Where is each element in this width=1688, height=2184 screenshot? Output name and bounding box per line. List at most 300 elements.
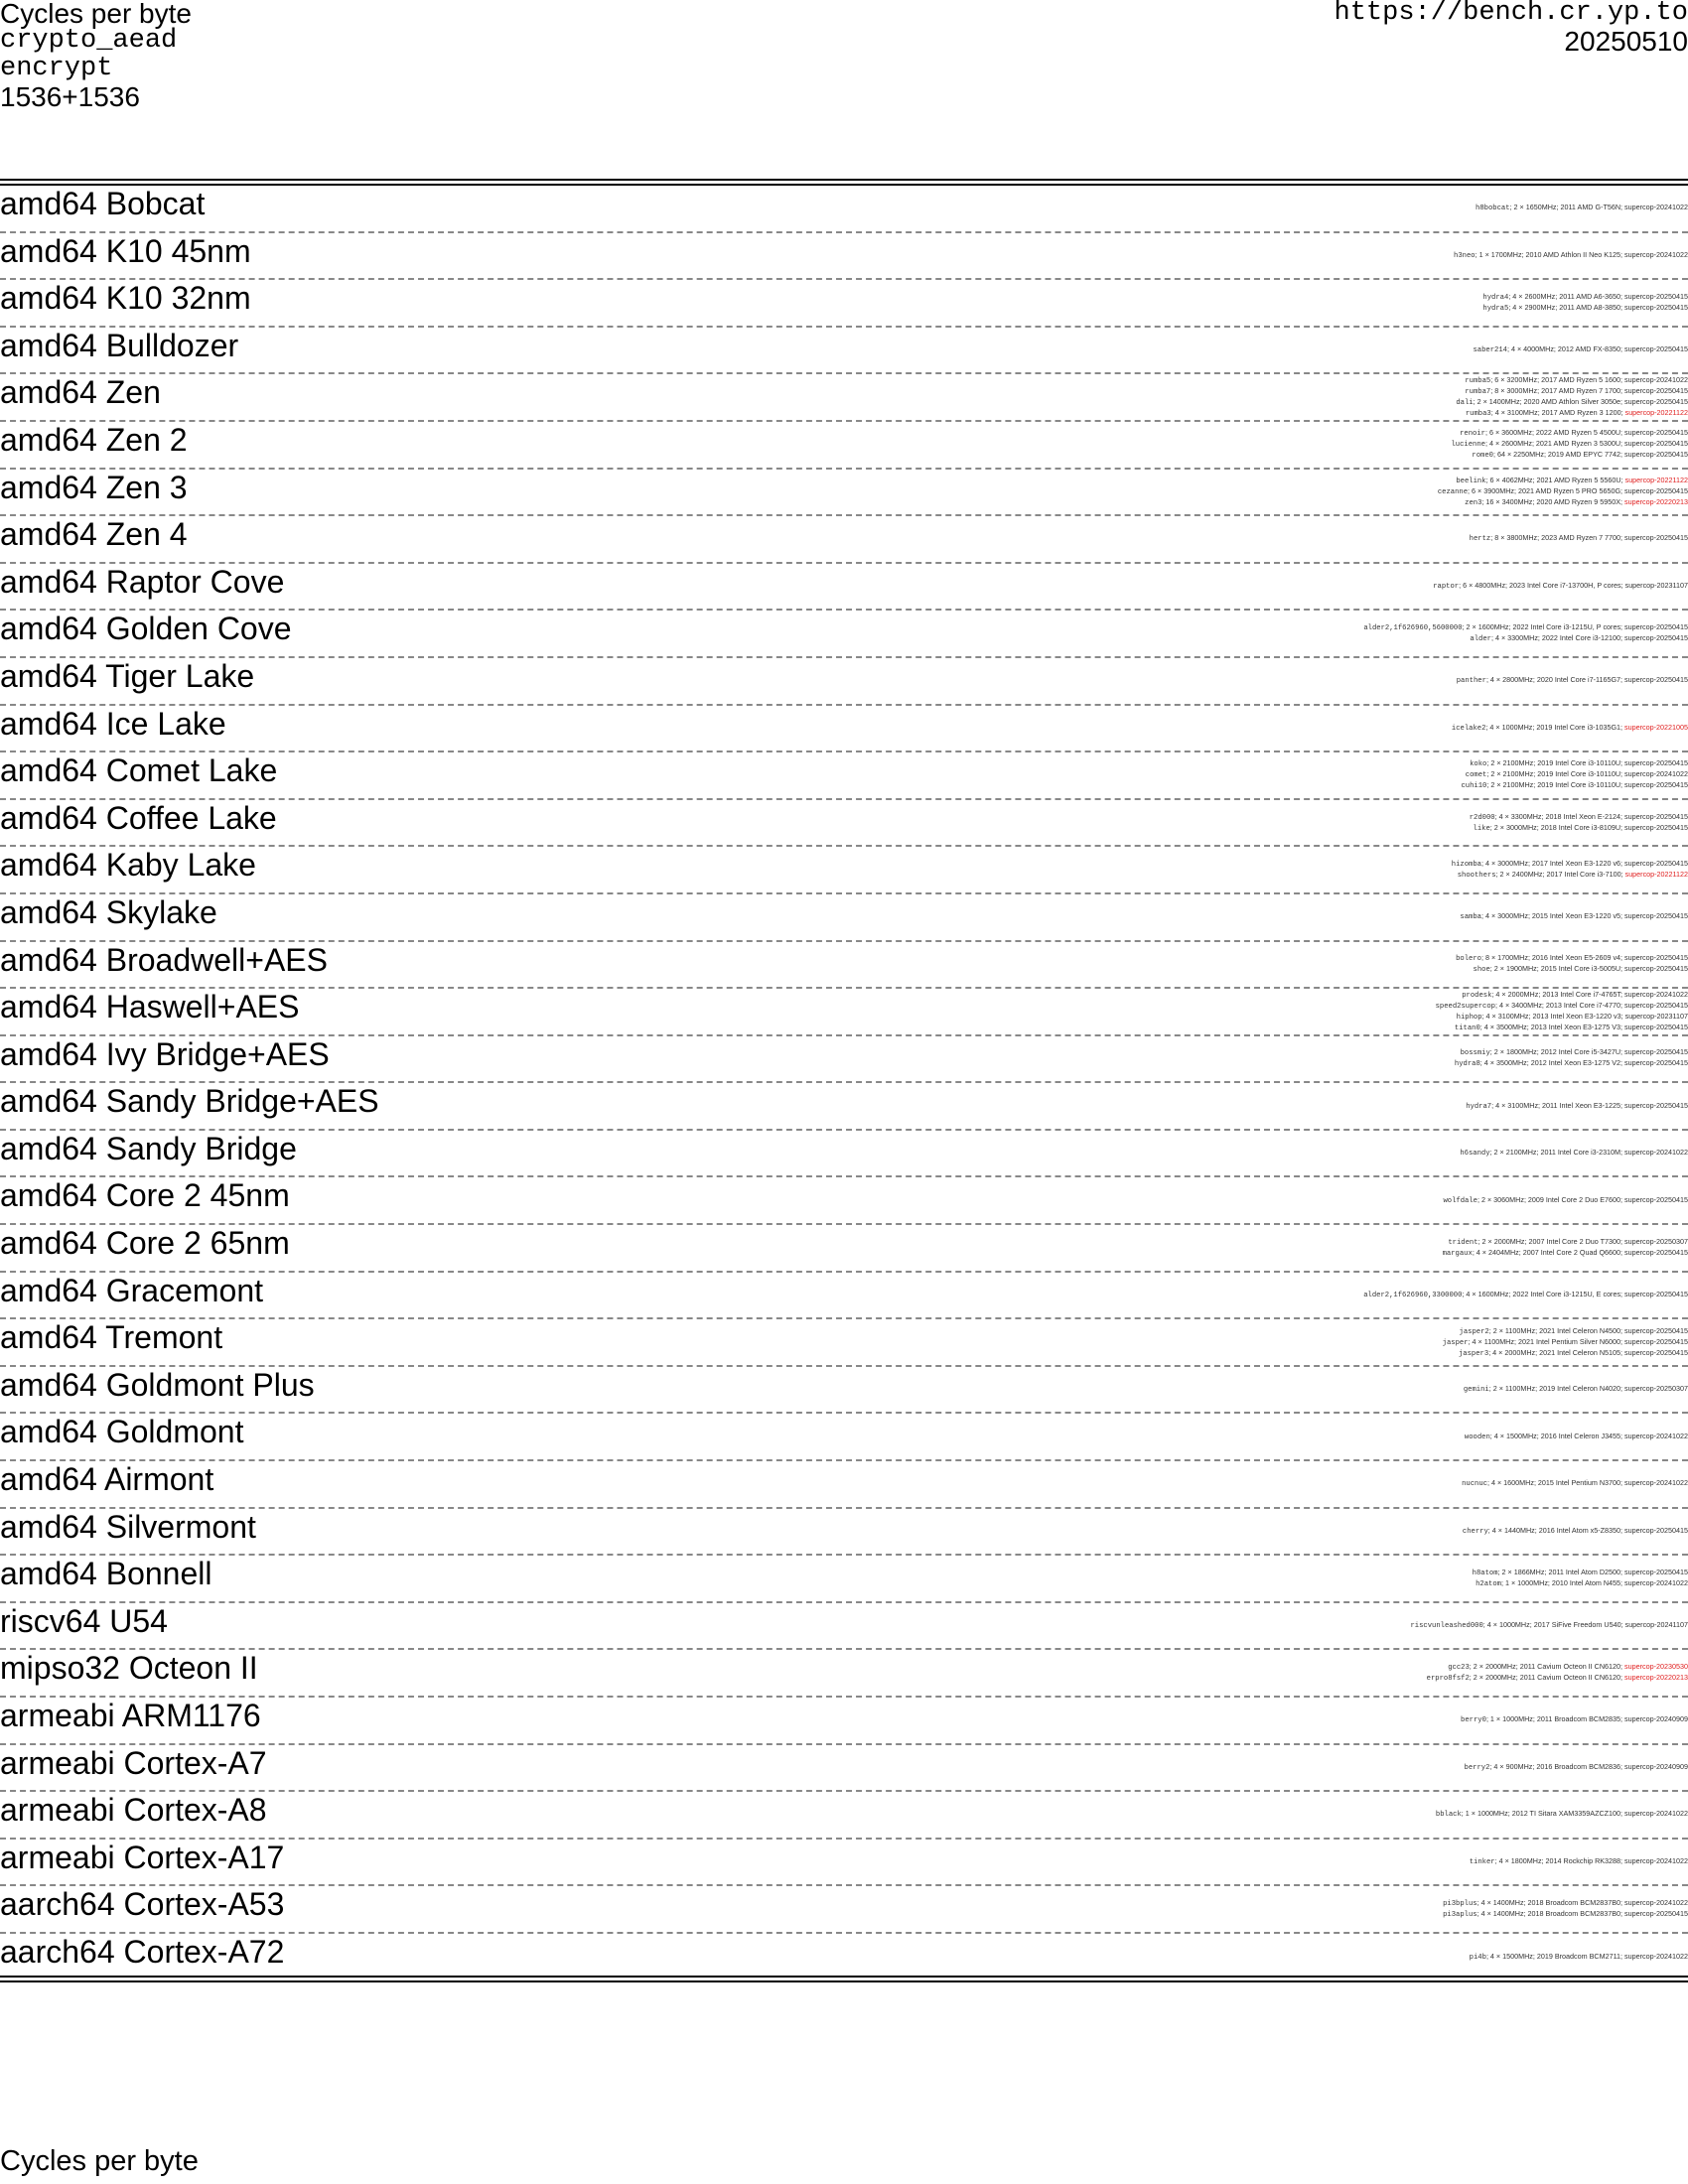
supercop-version: supercop-20241022	[1624, 1478, 1688, 1488]
machine-class-label: amd64 Zen 2	[0, 421, 188, 458]
machine-notes	[1455, 1036, 1688, 1082]
machine-note	[1459, 1348, 1688, 1359]
supercop-version: supercop-20250415	[1624, 1000, 1688, 1010]
host-name: shoe	[1473, 966, 1490, 975]
machine-notes	[1456, 942, 1688, 988]
machine-class-label: amd64 Zen 4	[0, 516, 188, 553]
machine-description: ; 1 × 1000MHz; 2010 Intel Atom N455;	[1500, 1578, 1625, 1588]
supercop-version: supercop-20250307	[1624, 1384, 1688, 1394]
report-date: 20250510	[1564, 26, 1688, 57]
supercop-version: supercop-20230530	[1624, 1662, 1688, 1672]
supercop-version: supercop-20250415	[1624, 1336, 1688, 1346]
supercop-version: supercop-20250415	[1624, 291, 1688, 301]
operation-label: encrypt	[0, 54, 113, 83]
machine-note	[1452, 723, 1688, 734]
host-name: hydra7	[1466, 1102, 1492, 1111]
supercop-version: supercop-20250415	[1624, 964, 1688, 974]
machine-note	[1470, 1952, 1688, 1963]
table-row	[0, 658, 1688, 706]
supercop-version: supercop-20240909	[1624, 1761, 1688, 1771]
table-row	[0, 1036, 1688, 1084]
host-name: koko	[1470, 760, 1487, 769]
supercop-version: supercop-20220213	[1624, 1673, 1688, 1683]
host-name: lucienne	[1451, 441, 1485, 450]
supercop-version: supercop-20250415	[1624, 622, 1688, 632]
machine-description: ; 8 × 3000MHz; 2017 AMD Ryzen 7 1700;	[1490, 386, 1625, 396]
machine-description: ; 4 × 3100MHz; 2011 Intel Xeon E3-1225;	[1491, 1100, 1625, 1110]
table-row	[0, 1319, 1688, 1367]
source-url[interactable]: https://bench.cr.yp.to	[1334, 0, 1688, 28]
host-name: panther	[1456, 677, 1486, 686]
machine-notes	[1457, 658, 1688, 704]
machine-note	[1363, 1290, 1688, 1300]
machine-note	[1482, 292, 1688, 303]
table-row	[0, 611, 1688, 658]
host-name: comet	[1465, 771, 1487, 780]
machine-note	[1465, 1432, 1688, 1442]
machine-note	[1470, 533, 1688, 544]
supercop-version: supercop-20250415	[1624, 1058, 1688, 1068]
host-name: berry0	[1461, 1716, 1486, 1725]
supercop-version: supercop-20250415	[1624, 1247, 1688, 1257]
host-name: alder2,1f626960,3300000	[1363, 1291, 1463, 1299]
supercop-version: supercop-20250415	[1624, 439, 1688, 449]
table-row	[0, 280, 1688, 328]
table-row	[0, 847, 1688, 894]
machine-class-label: amd64 Core 2 45nm	[0, 1177, 290, 1214]
machine-notes	[1476, 186, 1688, 231]
primitive-label: crypto_aead	[0, 26, 178, 56]
machine-note	[1466, 408, 1688, 419]
supercop-version: supercop-20250415	[1624, 953, 1688, 963]
host-name: h8bobcat	[1476, 205, 1510, 213]
supercop-version: supercop-20231107	[1624, 581, 1688, 591]
machine-class-label: amd64 Sandy Bridge+AES	[0, 1083, 379, 1120]
machine-note	[1460, 1326, 1688, 1337]
machine-notes	[1464, 1367, 1688, 1413]
machine-description: ; 4 × 3500MHz; 2013 Intel Xeon E3-1275 V3;	[1479, 1022, 1625, 1031]
machine-note	[1452, 859, 1688, 870]
machine-notes	[1452, 847, 1688, 892]
machine-notes	[1436, 989, 1688, 1034]
machine-note	[1473, 344, 1688, 355]
host-name: jasper3	[1458, 1349, 1489, 1358]
machine-note	[1363, 622, 1688, 633]
machine-class-label: amd64 Sandy Bridge	[0, 1130, 297, 1166]
machine-class-label: amd64 Skylake	[0, 893, 217, 930]
host-name: like	[1473, 824, 1490, 833]
supercop-version: supercop-20250415	[1624, 1100, 1688, 1110]
machine-class-label: amd64 Ivy Bridge+AES	[0, 1035, 330, 1072]
machine-notes	[1363, 1273, 1688, 1318]
machine-class-label: amd64 Bonnell	[0, 1556, 212, 1592]
table-row	[0, 328, 1688, 375]
machine-note	[1461, 1047, 1688, 1058]
machine-notes	[1443, 1225, 1688, 1271]
machine-note	[1448, 1237, 1688, 1248]
supercop-version: supercop-20241107	[1624, 1620, 1688, 1630]
host-name: h3neo	[1454, 251, 1476, 260]
machine-note	[1474, 823, 1688, 834]
machine-description: ; 4 × 1800MHz; 2014 Rockchip RK3288;	[1494, 1856, 1625, 1866]
supercop-version: supercop-20250415	[1624, 1325, 1688, 1335]
supercop-version: supercop-20250415	[1624, 1909, 1688, 1919]
machine-description: ; 2 × 1866MHz; 2011 Intel Atom D2500;	[1497, 1568, 1625, 1577]
supercop-version: supercop-20250415	[1624, 450, 1688, 460]
machine-note	[1463, 1526, 1688, 1537]
machine-description: ; 8 × 1700MHz; 2016 Intel Xeon E5-2609 v4;	[1481, 953, 1625, 963]
machine-description: ; 64 × 2250MHz; 2019 AMD EPYC 7742;	[1493, 450, 1625, 460]
supercop-version: supercop-20250415	[1624, 1568, 1688, 1577]
host-name: shoothers	[1457, 872, 1496, 881]
machine-note	[1465, 386, 1688, 397]
machine-description: ; 4 × 1100MHz; 2021 Intel Pentium Silver N6000;	[1468, 1336, 1625, 1346]
machine-description: ; 4 × 2800MHz; 2020 Intel Core i7-1165G7;	[1485, 675, 1625, 685]
machine-class-label: amd64 Silvermont	[0, 1508, 256, 1545]
machine-class-label: aarch64 Cortex-A53	[0, 1886, 285, 1923]
table-row	[0, 1745, 1688, 1793]
machine-note	[1436, 1809, 1688, 1820]
supercop-version: supercop-20250415	[1624, 911, 1688, 921]
table-row	[0, 1698, 1688, 1745]
machine-description: ; 4 × 2404MHz; 2007 Intel Core 2 Quad Q6600;	[1472, 1247, 1625, 1257]
host-name: gcc23	[1448, 1664, 1470, 1673]
machine-description: ; 4 × 2600MHz; 2011 AMD A6-3650;	[1508, 291, 1625, 301]
supercop-version: supercop-20240909	[1624, 1714, 1688, 1724]
machine-notes	[1473, 328, 1688, 373]
machine-note	[1455, 1023, 1688, 1033]
machine-description: ; 6 × 4062MHz; 2021 AMD Ryzen 5 5560U;	[1485, 475, 1625, 484]
machine-note	[1466, 769, 1688, 780]
supercop-version: supercop-20250415	[1624, 397, 1688, 407]
machine-description: ; 2 × 2000MHz; 2011 Cavium Octeon II CN6120;	[1469, 1673, 1625, 1683]
table-row	[0, 800, 1688, 848]
host-name: speed2supercop	[1435, 1002, 1495, 1011]
machine-description: ; 2 × 1650MHz; 2011 AMD G-T56N;	[1509, 203, 1625, 212]
host-name: gemini	[1463, 1386, 1489, 1395]
machine-class-label: amd64 Tremont	[0, 1319, 223, 1356]
host-name: tinker	[1469, 1858, 1495, 1867]
machine-description: ; 2 × 2100MHz; 2019 Intel Core i3-10110U;	[1486, 769, 1625, 779]
machine-note	[1482, 303, 1688, 314]
machine-description: ; 2 × 2000MHz; 2011 Cavium Octeon II CN6120;	[1469, 1662, 1625, 1672]
machine-note	[1476, 1578, 1688, 1589]
table-row	[0, 1414, 1688, 1461]
machine-description: ; 1 × 1000MHz; 2012 TI Sitara XAM3359AZCZ100;	[1461, 1809, 1625, 1819]
supercop-version: supercop-20250307	[1624, 1236, 1688, 1246]
machine-description: ; 4 × 2900MHz; 2011 AMD A8-3850;	[1508, 302, 1625, 312]
table-row	[0, 1886, 1688, 1934]
machine-class-label: amd64 Bulldozer	[0, 327, 239, 363]
host-name: titan0	[1454, 1024, 1480, 1032]
supercop-version: supercop-20241022	[1624, 1431, 1688, 1440]
machine-description: ; 4 × 1600MHz; 2022 Intel Core i3-1215U, E cores;	[1462, 1289, 1625, 1298]
machine-notes	[1470, 516, 1688, 562]
machine-description: ; 2 × 3000MHz; 2018 Intel Core i3-8109U;	[1489, 822, 1625, 832]
machine-note	[1462, 1478, 1688, 1489]
machine-note	[1472, 450, 1688, 461]
machine-notes	[1410, 1603, 1688, 1649]
machine-notes	[1462, 1461, 1688, 1507]
machine-description: ; 4 × 3500MHz; 2012 Intel Xeon E3-1275 V2;	[1479, 1058, 1625, 1068]
host-name: rumba3	[1465, 410, 1491, 419]
machine-description: ; 4 × 2000MHz; 2021 Intel Celeron N5105;	[1488, 1347, 1625, 1357]
host-name: dali	[1456, 399, 1474, 408]
host-name: berry2	[1464, 1763, 1490, 1772]
table-row	[0, 942, 1688, 990]
machine-class-label: amd64 Core 2 65nm	[0, 1225, 290, 1262]
supercop-version: supercop-20250415	[1624, 533, 1688, 543]
machine-notes	[1460, 1131, 1688, 1176]
machine-note	[1443, 1248, 1688, 1259]
machine-description: ; 6 × 3600MHz; 2022 AMD Ryzen 5 4500U;	[1485, 428, 1625, 438]
machine-note	[1456, 476, 1688, 486]
machine-description: ; 4 × 3100MHz; 2013 Intel Xeon E3-1220 v3;	[1481, 1011, 1625, 1021]
supercop-version: supercop-20221122	[1624, 408, 1688, 418]
table-row	[0, 752, 1688, 800]
machine-note	[1458, 870, 1688, 881]
machine-note	[1438, 486, 1688, 497]
benchmark-table	[0, 186, 1688, 1981]
host-name: bblack	[1435, 1811, 1462, 1820]
supercop-version: supercop-20241022	[1624, 1578, 1688, 1588]
top-rule-1	[0, 179, 1688, 181]
machine-class-label: amd64 Comet Lake	[0, 752, 278, 789]
machine-note	[1462, 990, 1688, 1001]
supercop-version: supercop-20241022	[1624, 1952, 1688, 1962]
machine-notes	[1452, 706, 1688, 751]
machine-description: ; 4 × 3000MHz; 2015 Intel Xeon E3-1220 v5;	[1481, 911, 1625, 921]
machine-notes	[1454, 233, 1688, 279]
host-name: jasper	[1442, 1338, 1469, 1347]
supercop-version: supercop-20221122	[1624, 870, 1688, 880]
machine-description: ; 2 × 1100MHz; 2021 Intel Celeron N4500;	[1488, 1325, 1625, 1335]
table-row	[0, 1840, 1688, 1887]
machine-description: ; 1 × 1700MHz; 2010 AMD Athlon II Neo K125;	[1475, 249, 1625, 259]
machine-notes	[1433, 564, 1688, 610]
machine-note	[1456, 953, 1688, 964]
machine-description: ; 2 × 2000MHz; 2007 Intel Core 2 Duo T7300;	[1477, 1236, 1625, 1246]
machine-description: ; 4 × 2600MHz; 2021 AMD Ryzen 3 5300U;	[1485, 439, 1625, 449]
machine-note	[1460, 911, 1688, 922]
machine-notes	[1443, 1177, 1688, 1223]
machine-class-label: amd64 K10 32nm	[0, 280, 251, 317]
machine-notes	[1473, 1556, 1688, 1601]
machine-description: ; 4 × 1000MHz; 2017 SiFive Freedom U540;	[1482, 1620, 1625, 1630]
machine-description: ; 2 × 3060MHz; 2009 Intel Core 2 Duo E7600;	[1477, 1194, 1625, 1204]
table-row	[0, 1225, 1688, 1273]
machine-description: ; 1 × 1000MHz; 2011 Broadcom BCM2835;	[1485, 1714, 1625, 1724]
machine-note	[1454, 250, 1688, 261]
machine-note	[1460, 1148, 1688, 1159]
supercop-version: supercop-20241022	[1624, 1856, 1688, 1866]
machine-notes	[1438, 470, 1688, 515]
host-name: renoir	[1460, 430, 1485, 439]
machine-note	[1464, 1384, 1688, 1395]
table-row	[0, 186, 1688, 233]
supercop-version: supercop-20220213	[1624, 496, 1688, 506]
machine-class-label: amd64 Tiger Lake	[0, 657, 255, 694]
supercop-version: supercop-20250415	[1624, 633, 1688, 643]
machine-class-label: amd64 Kaby Lake	[0, 847, 256, 884]
machine-class-label: armeabi Cortex-A7	[0, 1744, 267, 1781]
host-name: r2d000	[1469, 813, 1495, 822]
machine-notes	[1463, 1509, 1688, 1555]
supercop-version: supercop-20231107	[1624, 1011, 1688, 1021]
machine-notes	[1466, 1083, 1688, 1129]
machine-description: ; 6 × 4800MHz; 2023 Intel Core i7-13700H, P cores;	[1459, 581, 1625, 591]
machine-note	[1470, 633, 1688, 644]
machine-class-label: riscv64 U54	[0, 1602, 168, 1639]
machine-note	[1460, 428, 1688, 439]
machine-description: ; 2 × 1400MHz; 2020 AMD Athlon Silver 3050e;	[1473, 397, 1625, 407]
machine-notes	[1443, 1886, 1688, 1932]
host-name: pi4b	[1469, 1954, 1486, 1963]
machine-note	[1461, 780, 1688, 791]
supercop-version: supercop-20250415	[1624, 1194, 1688, 1204]
machine-note	[1465, 497, 1688, 508]
machine-notes	[1363, 611, 1688, 656]
supercop-version: supercop-20241022	[1624, 1148, 1688, 1158]
host-name: jasper2	[1459, 1327, 1489, 1336]
host-name: hydra5	[1482, 304, 1509, 313]
table-row	[0, 422, 1688, 470]
machine-description: ; 4 × 3000MHz; 2017 Intel Xeon E3-1220 v6;	[1481, 859, 1625, 869]
machine-note	[1465, 1762, 1688, 1773]
host-name: cuhi10	[1461, 782, 1487, 791]
machine-description: ; 2 × 1900MHz; 2015 Intel Core i3-5005U;	[1489, 964, 1625, 974]
machine-note	[1451, 439, 1688, 450]
machine-note	[1470, 1856, 1688, 1867]
supercop-version: supercop-20250415	[1624, 344, 1688, 354]
host-name: cherry	[1462, 1527, 1488, 1536]
machine-class-label: amd64 Gracemont	[0, 1272, 264, 1308]
machine-note	[1473, 1568, 1688, 1578]
table-row	[0, 1934, 1688, 1981]
table-row	[0, 516, 1688, 564]
host-name: rumba5	[1465, 377, 1491, 386]
table-row	[0, 989, 1688, 1036]
host-name: prodesk	[1462, 991, 1492, 1000]
machine-class-label: amd64 Airmont	[0, 1461, 214, 1498]
machine-note	[1476, 203, 1688, 213]
machine-notes	[1427, 1650, 1688, 1696]
supercop-version: supercop-20241022	[1624, 769, 1688, 779]
supercop-version: supercop-20241022	[1624, 1809, 1688, 1819]
table-row	[0, 1792, 1688, 1840]
host-name: h2atom	[1476, 1580, 1501, 1589]
table-row	[0, 233, 1688, 281]
machine-description: ; 4 × 1000MHz; 2019 Intel Core i3-1035G1;	[1485, 722, 1625, 732]
machine-description: ; 4 × 2000MHz; 2013 Intel Core i7-4765T;	[1491, 989, 1625, 999]
machine-note	[1443, 1337, 1688, 1348]
bottom-rule-2	[0, 1980, 1688, 1982]
machine-description: ; 4 × 3100MHz; 2017 AMD Ryzen 3 1200;	[1490, 408, 1625, 418]
machine-notes	[1460, 894, 1688, 940]
machine-class-label: amd64 Broadwell+AES	[0, 941, 328, 978]
host-name: h8atom	[1472, 1570, 1498, 1578]
machine-note	[1443, 1898, 1688, 1909]
machine-description: ; 2 × 1800MHz; 2012 Intel Core i5-3427U;	[1489, 1047, 1625, 1057]
machine-class-label: amd64 K10 45nm	[0, 232, 251, 269]
machine-class-label: aarch64 Cortex-A72	[0, 1933, 285, 1970]
machine-class-label: armeabi ARM1176	[0, 1698, 261, 1733]
supercop-version: supercop-20241022	[1624, 1898, 1688, 1908]
table-row	[0, 1083, 1688, 1131]
machine-class-label: armeabi Cortex-A8	[0, 1792, 267, 1829]
supercop-version: supercop-20241022	[1624, 203, 1688, 212]
machine-note	[1448, 1662, 1688, 1673]
bottom-rule-1	[0, 1976, 1688, 1978]
table-row	[0, 374, 1688, 422]
supercop-version: supercop-20250415	[1624, 386, 1688, 396]
machine-notes	[1465, 1745, 1688, 1791]
machine-description: ; 4 × 1440MHz; 2016 Intel Atom x5-Z8350;	[1487, 1525, 1625, 1535]
host-name: beelink	[1456, 477, 1486, 485]
machine-class-label: amd64 Ice Lake	[0, 705, 226, 742]
host-name: icelake2	[1451, 724, 1486, 733]
machine-description: ; 8 × 3800MHz; 2023 AMD Ryzen 7 7700;	[1490, 533, 1625, 543]
supercop-version: supercop-20250415	[1624, 859, 1688, 869]
host-name: rumba7	[1465, 388, 1491, 397]
machine-class-label: amd64 Bobcat	[0, 186, 206, 221]
machine-note	[1427, 1673, 1688, 1684]
machine-description: ; 6 × 3200MHz; 2017 AMD Ryzen 5 1600;	[1490, 375, 1625, 385]
host-name: nucnuc	[1462, 1480, 1487, 1489]
supercop-version: supercop-20250415	[1624, 1047, 1688, 1057]
table-row	[0, 894, 1688, 942]
machine-notes	[1465, 1414, 1688, 1459]
machine-class-label: mipso32 Octeon II	[0, 1650, 258, 1687]
machine-description: ; 4 × 3300MHz; 2022 Intel Core i3-12100;	[1490, 633, 1625, 643]
machine-description: ; 4 × 900MHz; 2016 Broadcom BCM2836;	[1489, 1761, 1625, 1771]
machine-class-label: amd64 Coffee Lake	[0, 799, 277, 836]
machine-note	[1474, 964, 1688, 975]
supercop-version: supercop-20241022	[1624, 375, 1688, 385]
host-name: hertz	[1469, 535, 1491, 544]
supercop-version: supercop-20250415	[1624, 811, 1688, 821]
machine-note	[1457, 675, 1688, 686]
machine-class-label: amd64 Goldmont	[0, 1414, 244, 1450]
machine-notes	[1436, 1792, 1688, 1838]
machine-note	[1465, 375, 1688, 386]
machine-description: ; 4 × 1500MHz; 2016 Intel Celeron J3455;	[1489, 1431, 1625, 1440]
machine-notes	[1461, 752, 1688, 798]
machine-description: ; 4 × 4000MHz; 2012 AMD FX-8350;	[1506, 344, 1625, 354]
host-name: margaux	[1442, 1249, 1473, 1258]
machine-description: ; 2 × 2100MHz; 2019 Intel Core i3-10110U;	[1486, 758, 1625, 768]
supercop-version: supercop-20250415	[1624, 428, 1688, 438]
table-row	[0, 1556, 1688, 1603]
table-row	[0, 1650, 1688, 1698]
host-name: alder	[1470, 635, 1491, 644]
table-row	[0, 470, 1688, 517]
machine-notes	[1456, 374, 1688, 420]
host-name: erpro8fsf2	[1426, 1675, 1470, 1684]
supercop-version: supercop-20250415	[1624, 1022, 1688, 1031]
machine-notes	[1470, 1934, 1688, 1981]
host-name: saber214	[1473, 346, 1507, 355]
machine-note	[1433, 581, 1688, 592]
footer-metric-label: Cycles per byte	[0, 2145, 199, 2177]
machine-notes	[1451, 422, 1688, 468]
machine-description: ; 6 × 3900MHz; 2021 AMD Ryzen 5 PRO 5650G;	[1468, 485, 1625, 495]
host-name: hizomba	[1451, 861, 1481, 870]
machine-description: ; 4 × 3400MHz; 2013 Intel Core i7-4770;	[1494, 1000, 1625, 1010]
table-row	[0, 706, 1688, 753]
machine-note	[1457, 1012, 1688, 1023]
machine-note	[1470, 812, 1688, 823]
